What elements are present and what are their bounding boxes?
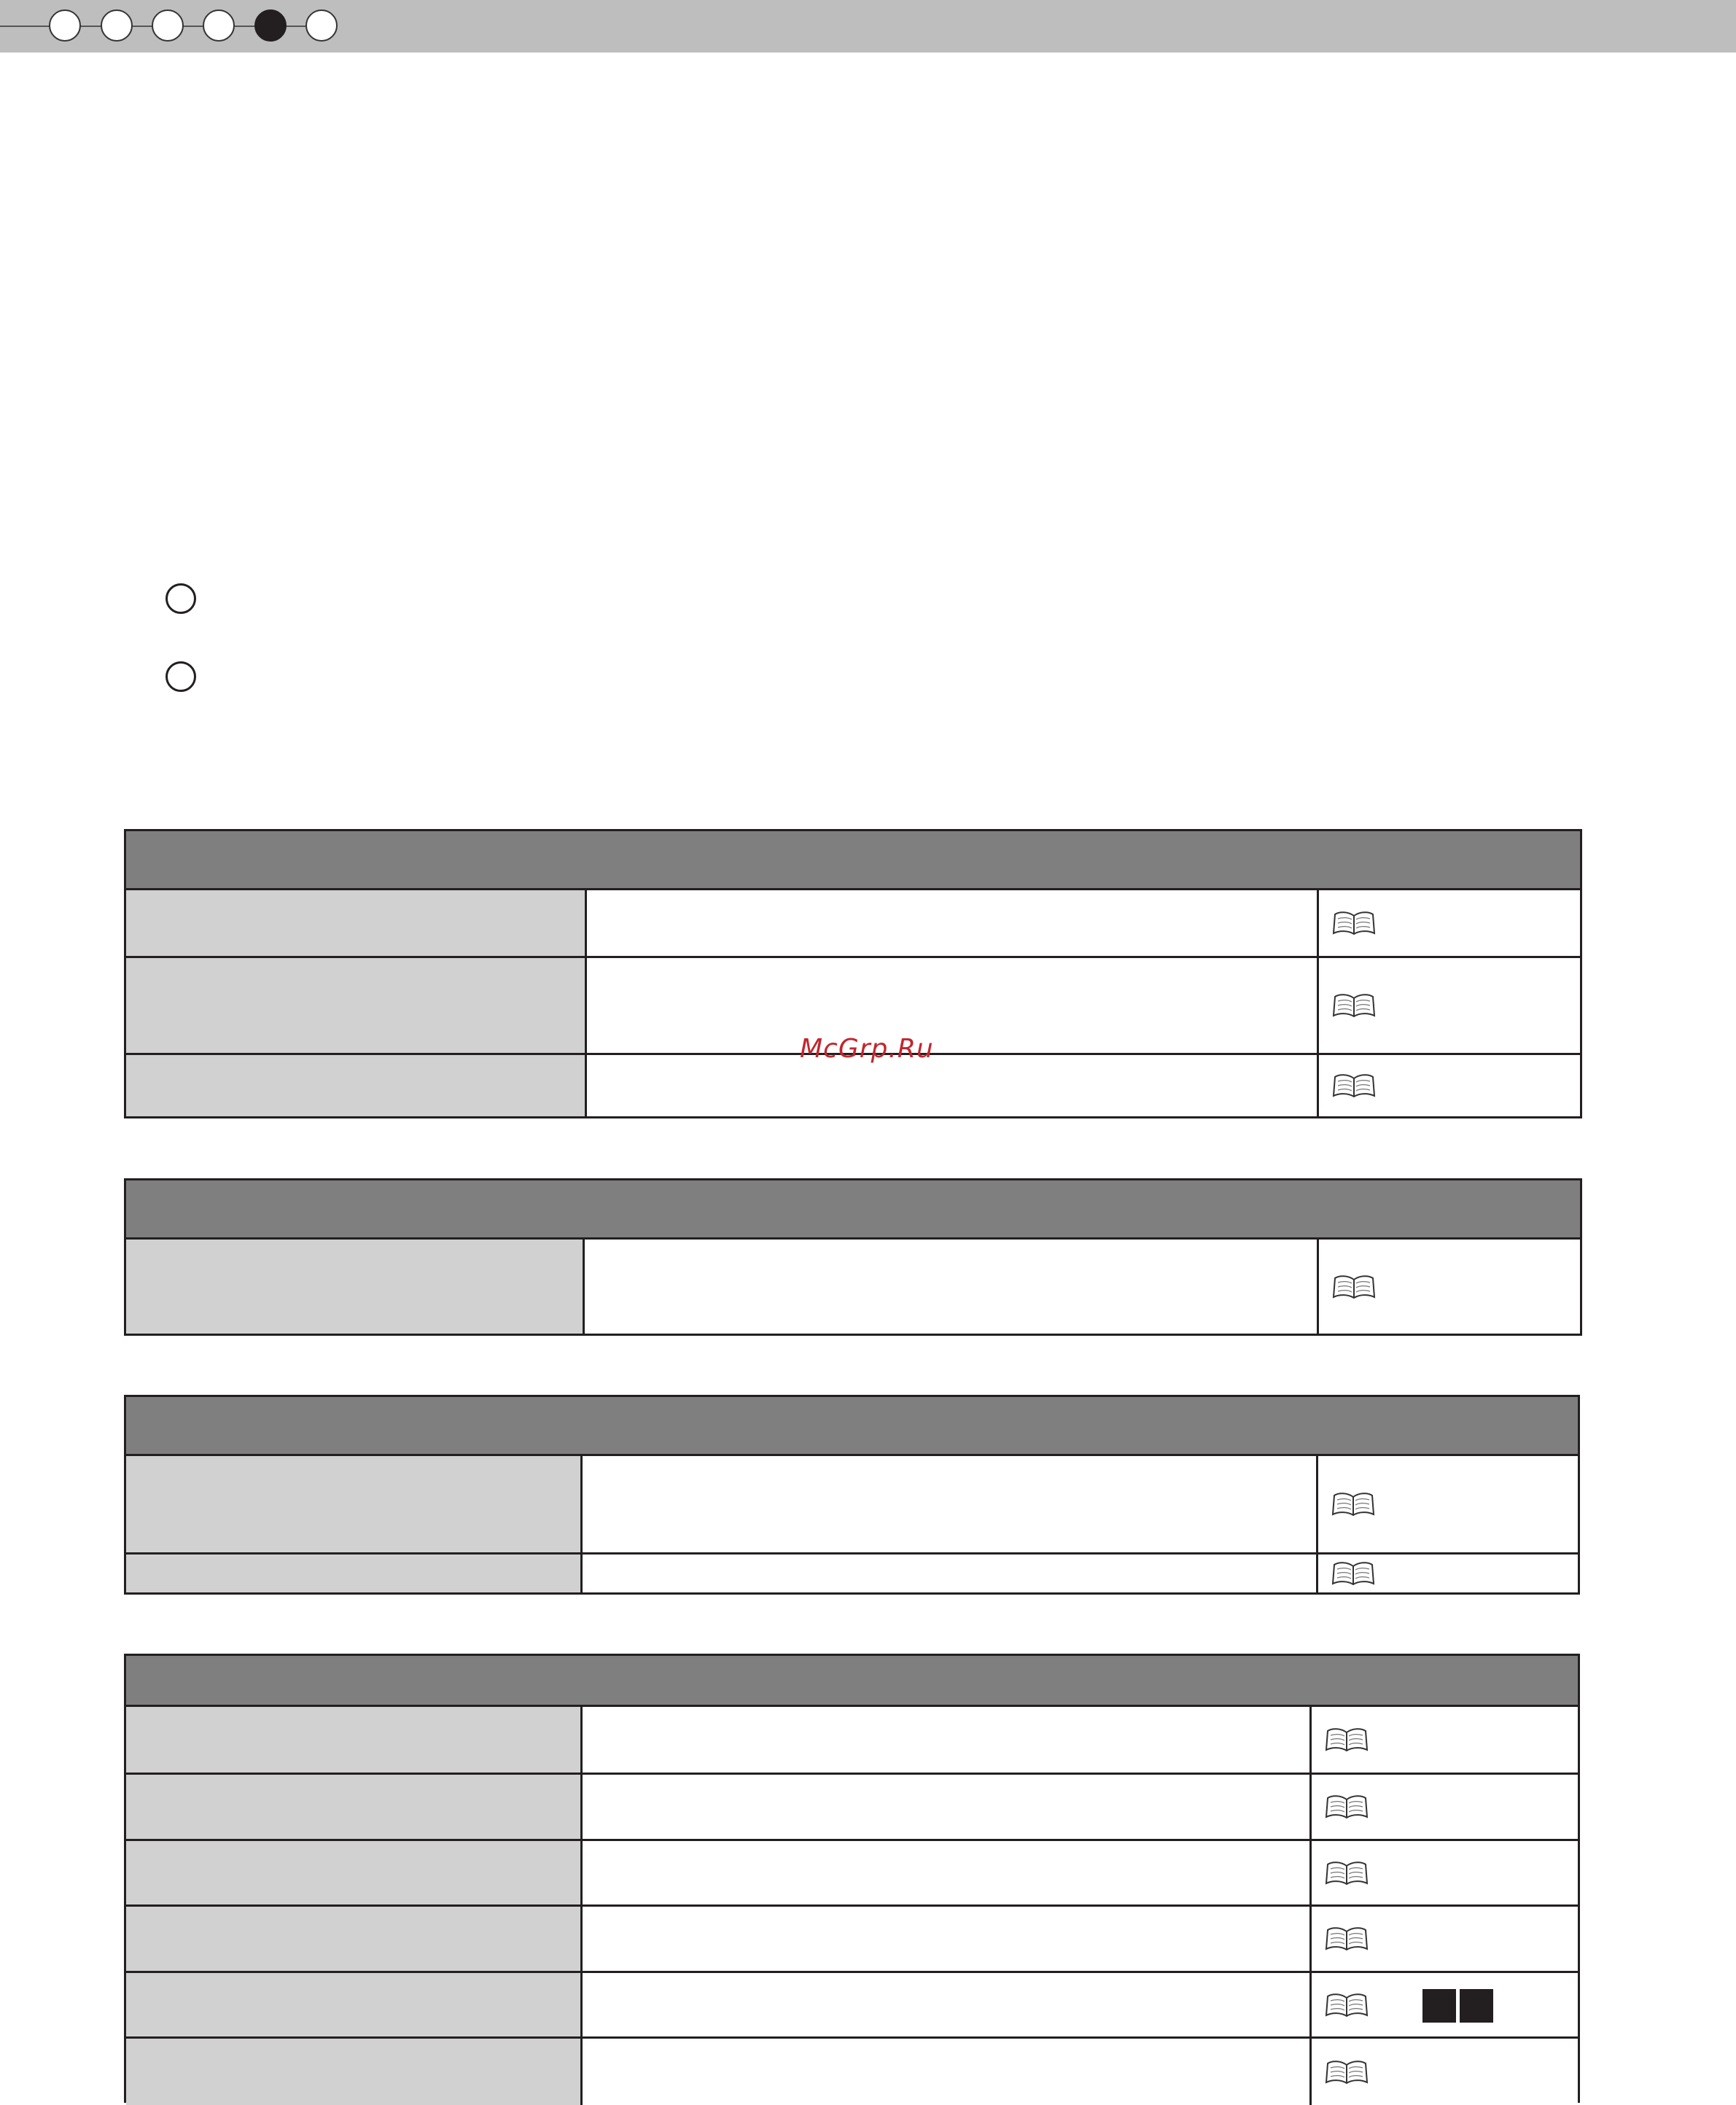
reference-cell bbox=[1312, 1907, 1578, 1971]
reference-cell bbox=[1312, 1775, 1578, 1839]
circle-bullet-1 bbox=[166, 583, 196, 614]
table-row bbox=[126, 1552, 1578, 1592]
book-reference-icon bbox=[1325, 1992, 1369, 2018]
label-cell bbox=[126, 1707, 583, 1773]
reference-cell bbox=[1318, 1456, 1578, 1552]
label-cell bbox=[126, 1841, 583, 1904]
circle-bullet-2 bbox=[166, 661, 196, 692]
book-reference-icon bbox=[1332, 1073, 1376, 1099]
progress-step-4 bbox=[203, 9, 235, 42]
book-reference-icon bbox=[1325, 1794, 1369, 1820]
table-row bbox=[126, 1707, 1578, 1773]
description-cell bbox=[583, 1555, 1318, 1592]
description-cell bbox=[585, 1240, 1319, 1334]
label-cell bbox=[126, 1055, 587, 1116]
description-cell bbox=[583, 1456, 1318, 1552]
black-square-marker bbox=[1422, 1989, 1456, 2023]
table-row bbox=[126, 1456, 1578, 1552]
label-cell bbox=[126, 1240, 585, 1334]
label-cell bbox=[126, 1775, 583, 1839]
book-reference-icon bbox=[1331, 1491, 1375, 1517]
progress-step-3 bbox=[152, 9, 184, 42]
book-reference-icon bbox=[1325, 1860, 1369, 1886]
watermark: McGrp.Ru bbox=[800, 1034, 934, 1064]
progress-step-2 bbox=[101, 9, 133, 42]
description-cell bbox=[587, 1055, 1319, 1116]
reference-table-1 bbox=[124, 829, 1582, 1118]
reference-table-3 bbox=[124, 1395, 1580, 1595]
label-cell bbox=[126, 958, 587, 1053]
reference-cell bbox=[1312, 1707, 1578, 1773]
table-header bbox=[126, 1397, 1578, 1456]
description-cell bbox=[587, 958, 1319, 1053]
table-row bbox=[126, 1971, 1578, 2036]
label-cell bbox=[126, 1456, 583, 1552]
description-cell bbox=[583, 1907, 1312, 1971]
reference-table-2 bbox=[124, 1178, 1582, 1336]
progress-step-5-active bbox=[254, 9, 287, 42]
reference-cell bbox=[1318, 1555, 1578, 1592]
book-reference-icon bbox=[1325, 1727, 1369, 1753]
label-cell bbox=[126, 1973, 583, 2036]
chapter-progress-bar bbox=[0, 0, 1736, 52]
book-reference-icon bbox=[1332, 992, 1376, 1019]
reference-cell bbox=[1312, 2039, 1578, 2105]
black-square-marker bbox=[1460, 1989, 1493, 2023]
book-reference-icon bbox=[1331, 1560, 1375, 1587]
label-cell bbox=[126, 1555, 583, 1592]
book-reference-icon bbox=[1325, 1926, 1369, 1952]
table-row bbox=[126, 1839, 1578, 1904]
book-reference-icon bbox=[1332, 1274, 1376, 1300]
description-cell bbox=[583, 1841, 1312, 1904]
book-reference-icon bbox=[1325, 2059, 1369, 2085]
description-cell bbox=[583, 1775, 1312, 1839]
description-cell bbox=[587, 890, 1319, 956]
table-header bbox=[126, 831, 1580, 890]
table-row bbox=[126, 890, 1580, 956]
description-cell bbox=[583, 1707, 1312, 1773]
label-cell bbox=[126, 1907, 583, 1971]
table-row bbox=[126, 1904, 1578, 1971]
reference-table-4 bbox=[124, 1654, 1580, 2103]
label-cell bbox=[126, 890, 587, 956]
description-cell bbox=[583, 2039, 1312, 2105]
table-header bbox=[126, 1180, 1580, 1240]
table-row bbox=[126, 1773, 1578, 1839]
progress-step-6 bbox=[305, 9, 338, 42]
table-row bbox=[126, 1240, 1580, 1334]
table-row bbox=[126, 2036, 1578, 2105]
reference-cell bbox=[1319, 890, 1580, 956]
reference-cell bbox=[1319, 958, 1580, 1053]
progress-step-1 bbox=[49, 9, 81, 42]
table-header bbox=[126, 1656, 1578, 1707]
reference-cell bbox=[1319, 1240, 1580, 1334]
reference-cell bbox=[1312, 1841, 1578, 1904]
book-reference-icon bbox=[1332, 910, 1376, 936]
reference-cell bbox=[1319, 1055, 1580, 1116]
description-cell bbox=[583, 1973, 1312, 2036]
label-cell bbox=[126, 2039, 583, 2105]
reference-cell bbox=[1312, 1973, 1578, 2036]
